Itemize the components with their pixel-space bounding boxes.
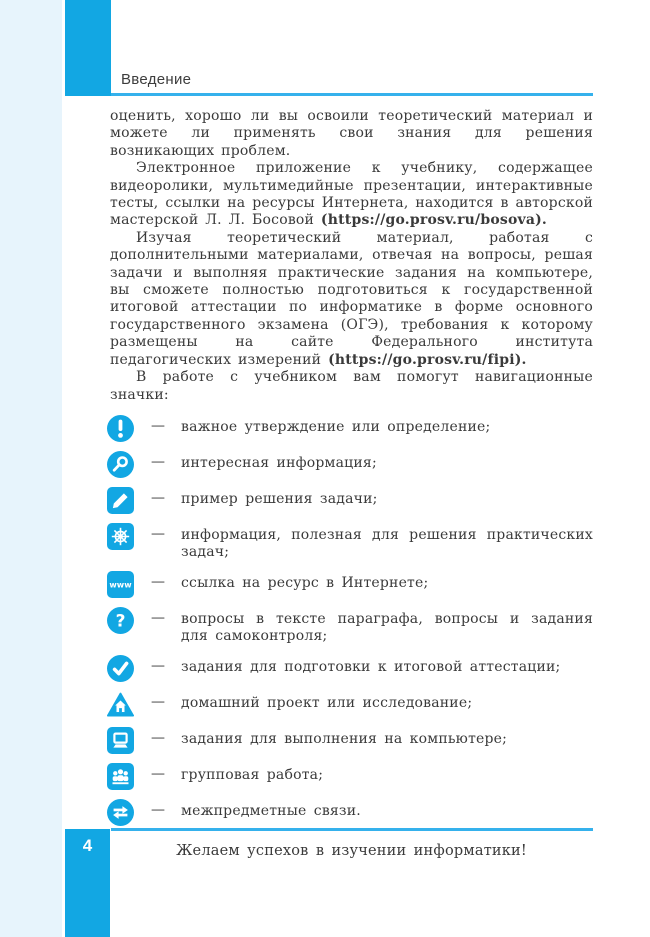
- page-content: [110, 108, 593, 859]
- list-dash: —: [151, 525, 165, 542]
- pencil-icon: [107, 487, 134, 514]
- www-icon-text: www: [109, 580, 132, 590]
- list-item: [107, 607, 593, 646]
- paragraph: [110, 369, 593, 404]
- list-dash: —: [151, 573, 165, 590]
- header-rule: [111, 93, 593, 96]
- list-dash: —: [151, 453, 165, 470]
- paragraph: [110, 160, 593, 230]
- list-item: [107, 799, 593, 826]
- question-icon-text: ?: [115, 611, 126, 632]
- list-item-label: важное утверждение или определение;: [181, 418, 491, 435]
- paragraph-text: оценить, хорошо ли вы освоили теоретический материал и можете ли применять свои знания для решения возникающих проблем.: [110, 108, 593, 159]
- closing-message: Желаем успехов в изучении информатики!: [176, 842, 527, 859]
- search-icon: [107, 451, 134, 478]
- important-icon: [107, 415, 134, 442]
- page-title: Введение: [121, 71, 192, 88]
- paragraph-text: Электронное приложение к учебнику, содержащее видеоролики, мультимедийные презентации, интерактивные тесты, ссылки на ресурсы Интернета, находится в авторской мастерской Л. Л. Босовой: [110, 160, 593, 229]
- list-item-label: информация, полезная для решения практических задач;: [181, 526, 593, 561]
- arrows-icon: [107, 799, 134, 826]
- paragraph-bold-url: (https://go.prosv.ru/bosova).: [320, 212, 547, 229]
- list-item-label: ссылка на ресурс в Интернете;: [181, 574, 429, 591]
- computer-icon: [107, 727, 134, 754]
- list-dash: —: [151, 417, 165, 434]
- paragraph-bold-url: (https://go.prosv.ru/fipi).: [328, 351, 527, 368]
- list-item-label: вопросы в тексте параграфа, вопросы и задания для самоконтроля;: [181, 610, 593, 645]
- list-item-label: задания для выполнения на компьютере;: [181, 730, 508, 747]
- list-item: [107, 763, 593, 790]
- list-dash: —: [151, 729, 165, 746]
- page-number-tab: [65, 829, 110, 937]
- home-icon: [107, 691, 134, 718]
- list-item-label: межпредметные связи.: [181, 802, 361, 819]
- list-item: [107, 655, 593, 682]
- list-item: [107, 571, 593, 598]
- question-icon: [107, 607, 134, 634]
- list-item: [107, 523, 593, 562]
- list-item: [107, 487, 593, 514]
- list-dash: —: [151, 489, 165, 506]
- list-item-label: задания для подготовки к итоговой аттестации;: [181, 658, 561, 675]
- list-item-label: групповая работа;: [181, 766, 324, 783]
- header-tab: [65, 0, 111, 96]
- list-dash: —: [151, 609, 165, 626]
- www-icon: [107, 571, 134, 598]
- paragraph-text: Изучая теоретический материал, работая с дополнительными материалами, отвечая на вопросы, решая задачи и выполняя практические задания на компьютере, вы сможете полностью подготовиться к государственной итоговой аттестации по информатике в форме основного государственного экзамена (ОГЭ), требования к которому размещены на сайте Федерального института педагогических измерений: [110, 229, 593, 368]
- list-dash: —: [151, 765, 165, 782]
- footer-rule: [111, 828, 593, 831]
- page-number: 4: [82, 836, 93, 855]
- legend-icon-list: [107, 415, 593, 826]
- list-dash: —: [151, 693, 165, 710]
- helm-icon: [107, 523, 134, 550]
- list-item: [107, 727, 593, 754]
- check-icon: [107, 655, 134, 682]
- list-item: [107, 691, 593, 718]
- list-dash: —: [151, 657, 165, 674]
- list-item-label: пример решения задачи;: [181, 490, 378, 507]
- list-dash: —: [151, 801, 165, 818]
- list-item-label: интересная информация;: [181, 454, 377, 471]
- list-item-label: домашний проект или исследование;: [181, 694, 473, 711]
- paragraph: [110, 230, 593, 369]
- group-icon: [107, 763, 134, 790]
- list-item: [107, 415, 593, 442]
- list-item: [107, 451, 593, 478]
- paragraph-text: В работе с учебником вам помогут навигационные значки:: [110, 369, 593, 403]
- paragraph: [110, 108, 593, 160]
